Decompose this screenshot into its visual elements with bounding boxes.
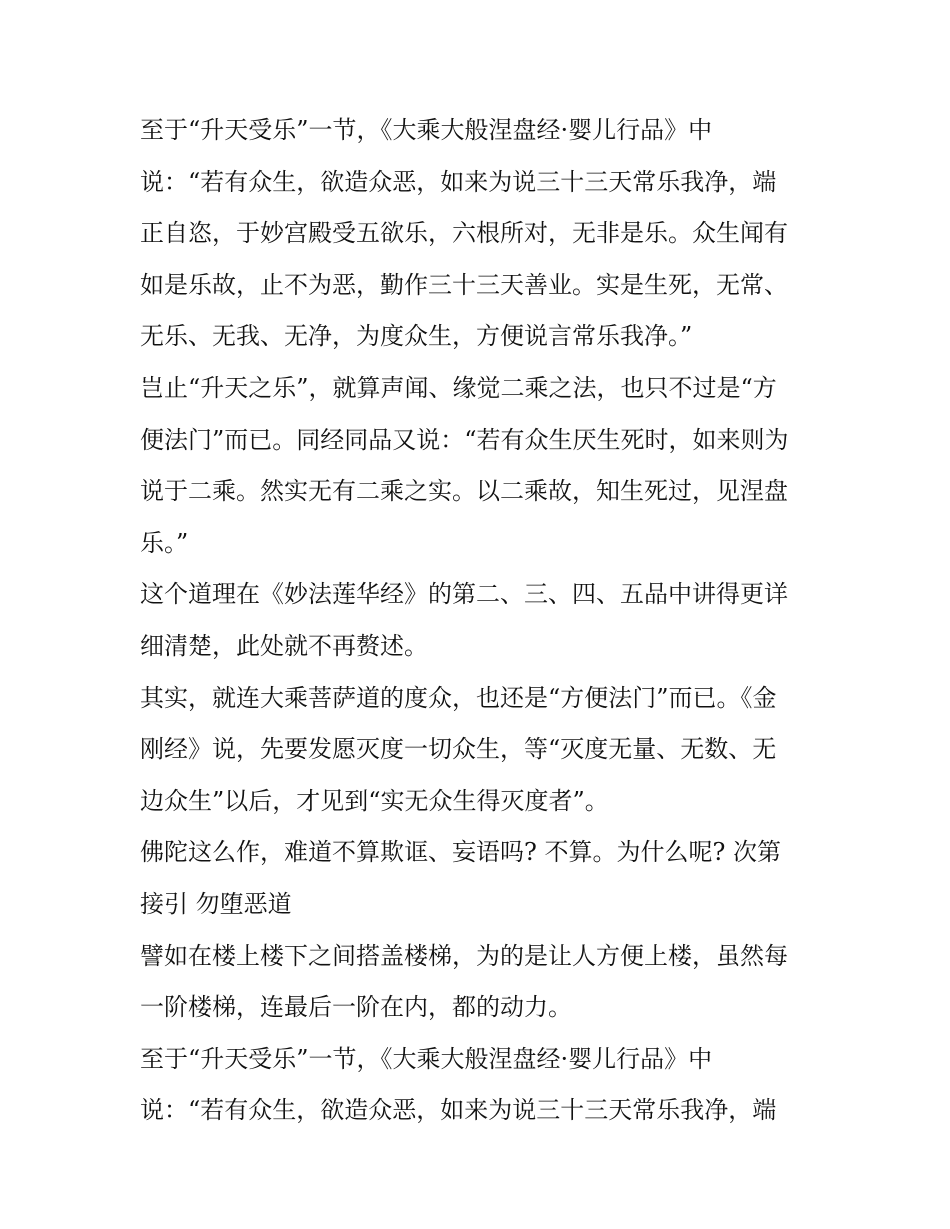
text-line: 这个道理在《妙法莲华经》的第二、三、四、五品中讲得更详 <box>140 580 788 609</box>
text-line: 说于二乘。然实无有二乘之实。以二乘故，知生死过，见涅盘 <box>140 477 788 506</box>
text-line: 细清楚，此处就不再赘述。 <box>140 631 428 660</box>
text-line: 至于“升天受乐”一节，《大乘大般涅盘经·婴儿行品》中 <box>140 1044 713 1073</box>
text-line: 正自恣，于妙宫殿受五欲乐，六根所对，无非是乐。众生闻有 <box>140 219 788 248</box>
text-line: 接引 勿堕恶道 <box>140 889 292 918</box>
text-line: 边众生”以后，才见到“实无众生得灭度者”。 <box>140 786 609 815</box>
text-line: 无乐、无我、无净，为度众生，方便说言常乐我净。” <box>140 322 693 351</box>
text-line: 至于“升天受乐”一节，《大乘大般涅盘经·婴儿行品》中 <box>140 116 713 144</box>
text-line: 譬如在楼上楼下之间搭盖楼梯，为的是让人方便上楼，虽然每 <box>140 941 788 970</box>
text-line: 一阶楼梯，连最后一阶在内，都的动力。 <box>140 993 572 1022</box>
text-line: 说：“若有众生，欲造众恶，如来为说三十三天常乐我净，端 <box>140 167 777 196</box>
text-line: 佛陀这么作，难道不算欺诓、妄语吗? 不算。为什么呢? 次第 <box>140 838 781 867</box>
text-line: 岂止“升天之乐”，就算声闻、缘觉二乘之法，也只不过是“方 <box>140 373 777 402</box>
text-line: 乐。” <box>140 528 189 557</box>
text-line: 其实，就连大乘菩萨道的度众，也还是“方便法门”而已。《金 <box>140 683 777 712</box>
text-line: 刚经》说，先要发愿灭度一切众生，等“灭度无量、无数、无 <box>140 735 777 764</box>
body-text <box>140 111 830 1143</box>
text-line: 便法门”而已。同经同品又说：“若有众生厌生死时，如来则为 <box>140 425 789 454</box>
text-line: 说：“若有众生，欲造众恶，如来为说三十三天常乐我净，端 <box>140 1096 777 1125</box>
text-line: 如是乐故，止不为恶，勤作三十三天善业。实是生死，无常、 <box>140 270 788 299</box>
